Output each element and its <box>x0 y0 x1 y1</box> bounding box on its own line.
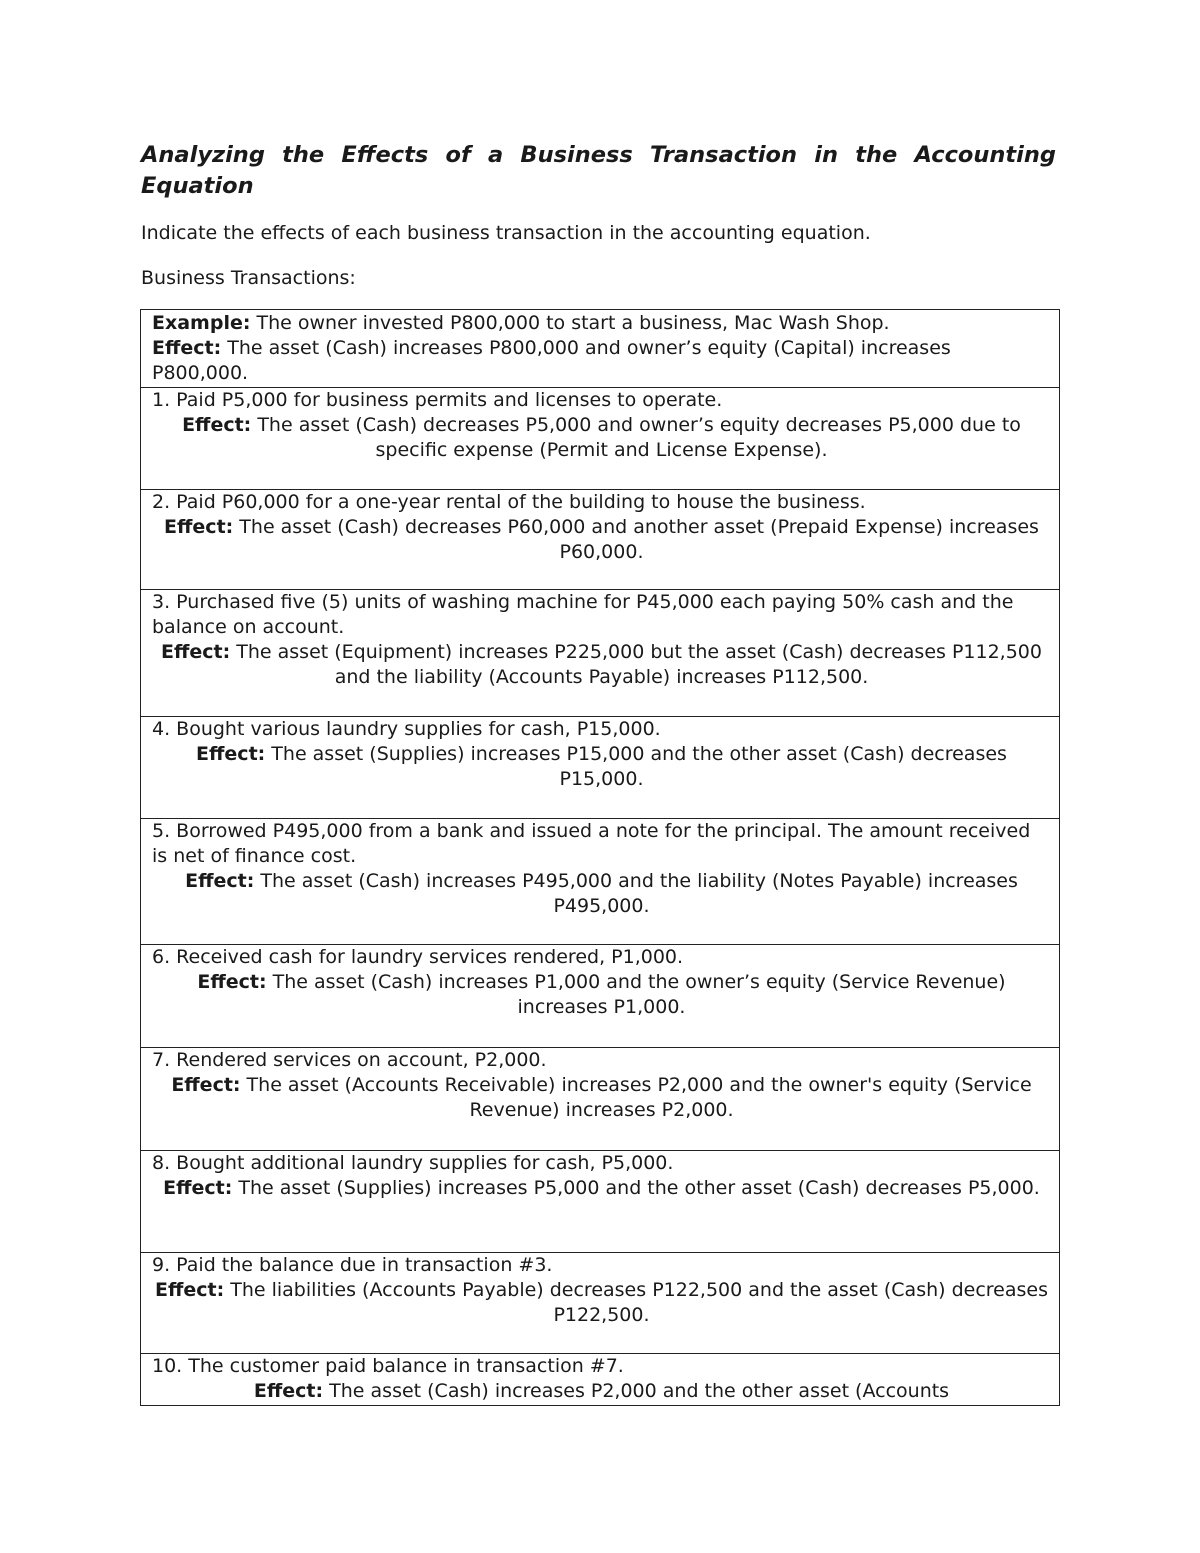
transaction-text: 5. Borrowed P495,000 from a bank and issued a note for the principal. The amount received is net of finance cost. <box>152 819 1031 867</box>
transaction-cell <box>141 716 1060 818</box>
effect-label: Effect: <box>253 1379 324 1402</box>
transaction-cell <box>141 589 1060 716</box>
effect-label: Effect: <box>152 337 222 360</box>
page-title: Analyzing the Effects of a Business Transaction in the Accounting Equation <box>141 142 1056 199</box>
transaction-cell <box>141 387 1060 489</box>
transaction-text: 6. Received cash for laundry services rendered, P1,000. <box>152 945 684 968</box>
transaction-text: 8. Bought additional laundry supplies for cash, P5,000. <box>152 1151 674 1174</box>
table-row <box>141 1047 1060 1150</box>
table-row <box>141 944 1060 1047</box>
table-row <box>141 1150 1060 1252</box>
transaction-cell <box>141 1353 1060 1405</box>
effect-text: The asset (Cash) decreases P5,000 and owner’s equity decreases P5,000 due to specific expense (Permit and License Expense). <box>251 413 1021 462</box>
transaction-effect <box>152 1073 1051 1123</box>
transaction-text: 9. Paid the balance due in transaction #3. <box>152 1253 553 1276</box>
effect-label: Effect: <box>154 1278 225 1301</box>
transaction-effect <box>152 1278 1051 1328</box>
effect-label: Effect: <box>196 742 266 765</box>
effect-text: The asset (Equipment) increases P225,000 but the asset (Cash) decreases P112,500 and the liability (Accounts Payable) increases P112,500. <box>230 641 1042 689</box>
table-row <box>141 716 1060 818</box>
table-row <box>141 1252 1060 1353</box>
effect-label: Effect: <box>182 413 252 436</box>
effect-text: The liabilities (Accounts Payable) decreases P122,500 and the asset (Cash) decreases P122,500. <box>224 1278 1049 1327</box>
transaction-effect <box>152 1379 1051 1404</box>
transaction-cell <box>141 944 1060 1047</box>
effect-text: The asset (Cash) decreases P60,000 and another asset (Prepaid Expense) increases P60,000. <box>233 515 1039 564</box>
example-cell <box>141 310 1060 388</box>
transaction-text: 3. Purchased five (5) units of washing machine for P45,000 each paying 50% cash and the balance on account. <box>152 590 1014 638</box>
effect-text: The asset (Accounts Receivable) increases P2,000 and the owner's equity (Service Revenue) increases P2,000. <box>240 1073 1032 1122</box>
transaction-text: 7. Rendered services on account, P2,000. <box>152 1048 547 1071</box>
transaction-cell <box>141 818 1060 944</box>
transaction-effect <box>152 970 1051 1020</box>
transaction-cell <box>141 1252 1060 1353</box>
transaction-effect <box>152 1176 1051 1201</box>
effect-label: Effect: <box>185 870 255 893</box>
table-row <box>141 589 1060 716</box>
example-text: The owner invested P800,000 to start a business, Mac Wash Shop. <box>250 312 890 334</box>
table-row <box>141 489 1060 589</box>
transaction-text: 1. Paid P5,000 for business permits and licenses to operate. <box>152 388 723 411</box>
table-row <box>141 387 1060 489</box>
transaction-effect <box>152 515 1051 565</box>
transaction-cell <box>141 1047 1060 1150</box>
effect-label: Effect: <box>164 515 234 538</box>
instruction-text: Indicate the effects of each business transaction in the accounting equation. <box>141 222 871 244</box>
transaction-text: 4. Bought various laundry supplies for cash, P15,000. <box>152 717 661 740</box>
transaction-cell <box>141 1150 1060 1252</box>
example-label: Example: <box>152 312 251 334</box>
transaction-effect <box>152 640 1051 690</box>
example-effect: The asset (Cash) increases P800,000 and owner’s equity (Capital) increases P800,000. <box>152 337 951 385</box>
effect-text: The asset (Cash) increases P2,000 and the other asset (Accounts <box>323 1379 950 1402</box>
transactions-table <box>140 309 1060 1406</box>
effect-label: Effect: <box>161 641 231 664</box>
effect-text: The asset (Supplies) increases P15,000 and the other asset (Cash) decreases P15,000. <box>265 742 1007 791</box>
transaction-text: 2. Paid P60,000 for a one-year rental of the building to house the business. <box>152 490 866 513</box>
transaction-cell <box>141 489 1060 589</box>
section-label: Business Transactions: <box>141 267 356 289</box>
table-row <box>141 818 1060 944</box>
transaction-effect <box>152 413 1051 463</box>
effect-text: The asset (Cash) increases P1,000 and the owner’s equity (Service Revenue) increases P1,000. <box>266 970 1006 1019</box>
table-row <box>141 1353 1060 1405</box>
effect-text: The asset (Supplies) increases P5,000 and the other asset (Cash) decreases P5,000. <box>232 1176 1040 1199</box>
effect-text: The asset (Cash) increases P495,000 and the liability (Notes Payable) increases P495,000. <box>254 870 1018 918</box>
effect-label: Effect: <box>163 1176 233 1199</box>
transaction-effect <box>152 742 1051 792</box>
effect-label: Effect: <box>197 970 267 993</box>
transaction-effect <box>152 869 1051 919</box>
transaction-text: 10. The customer paid balance in transaction #7. <box>152 1354 624 1377</box>
effect-label: Effect: <box>171 1073 241 1096</box>
example-row <box>141 310 1060 388</box>
